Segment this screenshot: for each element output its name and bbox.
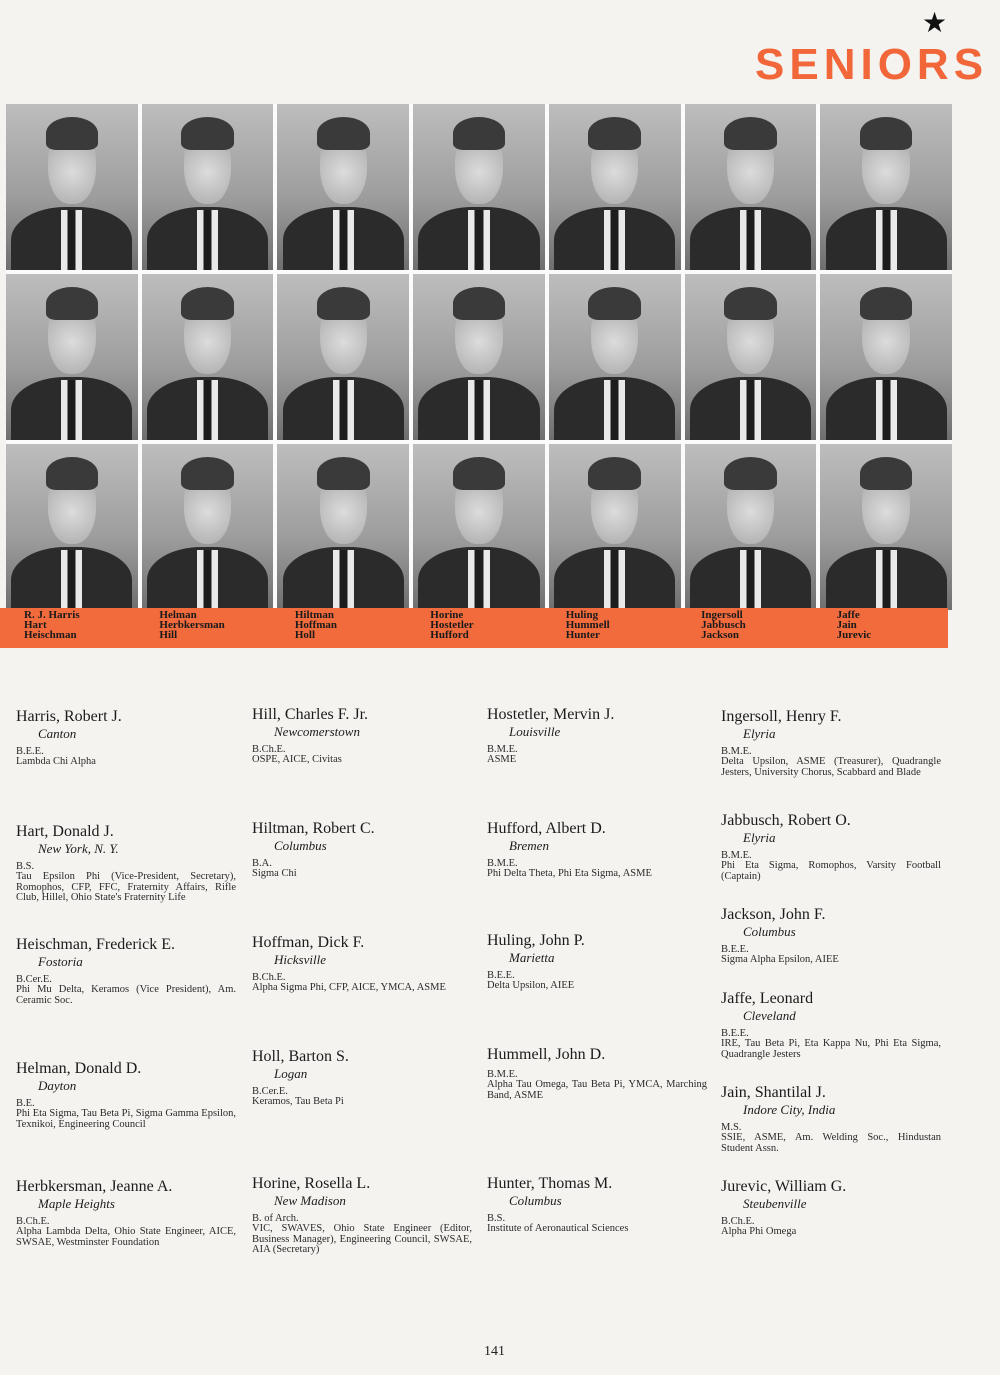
- senior-entry: [721, 708, 941, 778]
- caption-name: Jackson: [701, 629, 740, 641]
- portrait-photo: [277, 274, 409, 440]
- senior-degree: B.M.E.: [721, 746, 752, 757]
- caption-name: Hostetler: [430, 619, 474, 631]
- senior-name: Hill, Charles F. Jr.: [252, 706, 369, 723]
- senior-activities: Alpha Sigma Phi, CFP, AICE, YMCA, ASME: [252, 982, 446, 993]
- caption-name: Hiltman: [294, 609, 334, 621]
- senior-activities: Institute of Aeronautical Sciences: [487, 1223, 629, 1234]
- senior-entry: [721, 906, 941, 966]
- senior-name: Hoffman, Dick F.: [252, 934, 365, 951]
- senior-hometown: Elyria: [743, 830, 776, 845]
- senior-activities: Phi Eta Sigma, Tau Beta Pi, Sigma Gamma Epsilon, Texnikoi, Engineering Council: [16, 1108, 236, 1130]
- senior-degree: M.S.: [721, 1122, 742, 1133]
- senior-degree: B.E.E.: [487, 970, 515, 981]
- senior-entry: [16, 936, 236, 1006]
- senior-activities: Phi Mu Delta, Keramos (Vice President), Am. Ceramic Soc.: [16, 984, 236, 1006]
- portrait-photo: [820, 444, 952, 610]
- senior-name: Hunter, Thomas M.: [487, 1175, 613, 1192]
- portrait-grid: [6, 104, 952, 610]
- senior-activities: Delta Upsilon, AIEE: [487, 980, 575, 991]
- portrait-photo: [685, 274, 817, 440]
- senior-hometown: Hicksville: [274, 952, 326, 967]
- portrait-photo: [6, 104, 138, 270]
- senior-hometown: Columbus: [509, 1193, 562, 1208]
- caption-name: Hart: [24, 619, 47, 631]
- caption-name: Horine: [430, 609, 464, 621]
- senior-name: Hiltman, Robert C.: [252, 820, 375, 837]
- senior-hometown: Newcomerstown: [274, 724, 360, 739]
- senior-degree: B.M.E.: [721, 850, 752, 861]
- senior-name: Jabbusch, Robert O.: [721, 812, 851, 829]
- page-title: SENIORS: [755, 40, 989, 89]
- senior-hometown: Cleveland: [743, 1008, 796, 1023]
- caption-name: Hufford: [430, 629, 469, 641]
- senior-activities: Keramos, Tau Beta Pi: [252, 1096, 344, 1107]
- senior-activities: IRE, Tau Beta Pi, Eta Kappa Nu, Phi Eta Sigma, Quadrangle Jesters: [721, 1038, 941, 1060]
- senior-degree: B.E.: [16, 1098, 35, 1109]
- senior-activities: SSIE, ASME, Am. Welding Soc., Hindustan Student Assn.: [721, 1132, 941, 1154]
- senior-hometown: Columbus: [274, 838, 327, 853]
- caption-column: [0, 608, 135, 648]
- portrait-photo: [685, 444, 817, 610]
- senior-name: Herbkersman, Jeanne A.: [16, 1178, 173, 1195]
- senior-degree: B.Cer.E.: [252, 1086, 288, 1097]
- senior-entry: [252, 1175, 472, 1256]
- caption-column: [271, 608, 406, 648]
- star-icon: ★: [922, 8, 948, 39]
- page-number: 141: [484, 1344, 505, 1359]
- portrait-photo: [277, 444, 409, 610]
- senior-hometown: Steubenville: [743, 1196, 807, 1211]
- caption-banner: [0, 608, 948, 648]
- senior-entry: [252, 1048, 472, 1108]
- senior-degree: B.M.E.: [487, 744, 518, 755]
- senior-activities: Delta Upsilon, ASME (Treasurer), Quadrangle Jesters, University Chorus, Scabbard and Blade: [721, 756, 941, 778]
- senior-name: Heischman, Frederick E.: [16, 936, 176, 953]
- senior-activities: OSPE, AICE, Civitas: [252, 754, 342, 765]
- senior-entry: [487, 932, 707, 992]
- senior-degree: B.Ch.E.: [721, 1216, 755, 1227]
- senior-hometown: New York, N. Y.: [38, 841, 119, 856]
- senior-degree: B.Ch.E.: [16, 1216, 50, 1227]
- caption-name: Hunter: [565, 629, 600, 641]
- senior-hometown: Elyria: [743, 726, 776, 741]
- senior-activities: Sigma Alpha Epsilon, AIEE: [721, 954, 839, 965]
- portrait-photo: [277, 104, 409, 270]
- senior-name: Hummell, John D.: [487, 1046, 606, 1063]
- portrait-photo: [142, 274, 274, 440]
- portrait-photo: [820, 104, 952, 270]
- senior-degree: B.E.E.: [721, 1028, 749, 1039]
- senior-name: Hart, Donald J.: [16, 823, 114, 840]
- senior-degree: B.M.E.: [487, 858, 518, 869]
- senior-degree: B.S.: [16, 861, 35, 872]
- senior-activities: Phi Eta Sigma, Romophos, Varsity Football (Captain): [721, 860, 941, 882]
- senior-entry: [721, 812, 941, 882]
- caption-column: [135, 608, 270, 648]
- portrait-photo: [413, 444, 545, 610]
- senior-hometown: Marietta: [509, 950, 555, 965]
- caption-name: Hummell: [565, 619, 610, 631]
- senior-entry: [721, 1178, 941, 1238]
- caption-name: Herbkersman: [159, 619, 225, 631]
- senior-entry: [487, 820, 707, 880]
- senior-name: Huling, John P.: [487, 932, 585, 949]
- caption-name: Helman: [159, 609, 197, 621]
- senior-activities: Lambda Chi Alpha: [16, 756, 96, 767]
- caption-name: Jabbusch: [701, 619, 746, 631]
- caption-name: Holl: [294, 629, 316, 641]
- caption-name: Heischman: [24, 629, 77, 641]
- portrait-photo: [6, 444, 138, 610]
- senior-entry: [487, 706, 707, 766]
- senior-entry: [16, 823, 236, 904]
- senior-entry: [252, 934, 472, 994]
- senior-hometown: Logan: [274, 1066, 308, 1081]
- senior-name: Helman, Donald D.: [16, 1060, 142, 1077]
- senior-name: Holl, Barton S.: [252, 1048, 349, 1065]
- senior-activities: Alpha Phi Omega: [721, 1226, 797, 1237]
- senior-name: Horine, Rosella L.: [252, 1175, 371, 1192]
- senior-hometown: Canton: [38, 726, 77, 741]
- senior-degree: B.Ch.E.: [252, 972, 286, 983]
- senior-hometown: Bremen: [509, 838, 549, 853]
- senior-entry: [16, 1178, 236, 1248]
- portrait-photo: [549, 444, 681, 610]
- caption-name: Ingersoll: [701, 609, 743, 621]
- portrait-photo: [413, 274, 545, 440]
- caption-name: Huling: [565, 609, 599, 621]
- caption-column: [677, 608, 812, 648]
- senior-name: Jaffe, Leonard: [721, 990, 814, 1007]
- senior-activities: Alpha Lambda Delta, Ohio State Engineer, AICE, SWSAE, Westminster Foundation: [16, 1226, 236, 1248]
- caption-name: Jaffe: [836, 609, 860, 621]
- senior-name: Jurevic, William G.: [721, 1178, 847, 1195]
- senior-degree: B.M.E.: [487, 1069, 518, 1080]
- portrait-photo: [820, 274, 952, 440]
- caption-column: [542, 608, 677, 648]
- senior-name: Jain, Shantilal J.: [721, 1084, 826, 1101]
- portrait-photo: [142, 444, 274, 610]
- senior-entry: [721, 1084, 941, 1154]
- caption-name: Jurevic: [836, 629, 872, 641]
- senior-degree: B.E.E.: [721, 944, 749, 955]
- caption-name: Hill: [159, 629, 178, 641]
- senior-hometown: Maple Heights: [38, 1196, 115, 1211]
- senior-entry: [487, 1175, 707, 1235]
- senior-entry: [487, 1046, 707, 1101]
- caption-name: R. J. Harris: [24, 609, 80, 621]
- senior-activities: Alpha Tau Omega, Tau Beta Pi, YMCA, Marching Band, ASME: [487, 1079, 707, 1101]
- senior-degree: B.Ch.E.: [252, 744, 286, 755]
- portrait-photo: [413, 104, 545, 270]
- portrait-photo: [549, 274, 681, 440]
- caption-column: [813, 608, 948, 648]
- senior-name: Ingersoll, Henry F.: [721, 708, 842, 725]
- senior-activities: Tau Epsilon Phi (Vice-President, Secretary), Romophos, CFP, FFC, Fraternity Affairs, Rifle Club, Hillel, Ohio State's Fraternity Life: [16, 871, 236, 903]
- senior-degree: B.Cer.E.: [16, 974, 52, 985]
- senior-activities: VIC, SWAVES, Ohio State Engineer (Editor, Business Manager), Engineering Council, SWSAE, AIA (Secretary): [252, 1223, 472, 1255]
- senior-name: Harris, Robert J.: [16, 708, 122, 725]
- senior-entry: [252, 820, 472, 880]
- portrait-photo: [142, 104, 274, 270]
- senior-entry: [252, 706, 472, 766]
- senior-degree: B.A.: [252, 858, 272, 869]
- senior-entry: [721, 990, 941, 1060]
- senior-entry: [16, 1060, 236, 1130]
- senior-hometown: Columbus: [743, 924, 796, 939]
- caption-column: [406, 608, 541, 648]
- senior-hometown: Louisville: [509, 724, 561, 739]
- senior-hometown: New Madison: [274, 1193, 346, 1208]
- senior-degree: B.S.: [487, 1213, 506, 1224]
- senior-activities: ASME: [487, 754, 517, 765]
- senior-hometown: Dayton: [38, 1078, 77, 1093]
- senior-activities: Sigma Chi: [252, 868, 297, 879]
- senior-hometown: Indore City, India: [743, 1102, 836, 1117]
- senior-activities: Phi Delta Theta, Phi Eta Sigma, ASME: [487, 868, 652, 879]
- senior-name: Jackson, John F.: [721, 906, 826, 923]
- senior-entry: [16, 708, 236, 768]
- caption-name: Jain: [836, 619, 857, 631]
- caption-name: Hoffman: [294, 619, 338, 631]
- portrait-photo: [685, 104, 817, 270]
- portrait-photo: [6, 274, 138, 440]
- senior-hometown: Fostoria: [38, 954, 83, 969]
- senior-degree: B. of Arch.: [252, 1213, 299, 1224]
- senior-degree: B.E.E.: [16, 746, 44, 757]
- senior-name: Hostetler, Mervin J.: [487, 706, 615, 723]
- senior-name: Hufford, Albert D.: [487, 820, 606, 837]
- portrait-photo: [549, 104, 681, 270]
